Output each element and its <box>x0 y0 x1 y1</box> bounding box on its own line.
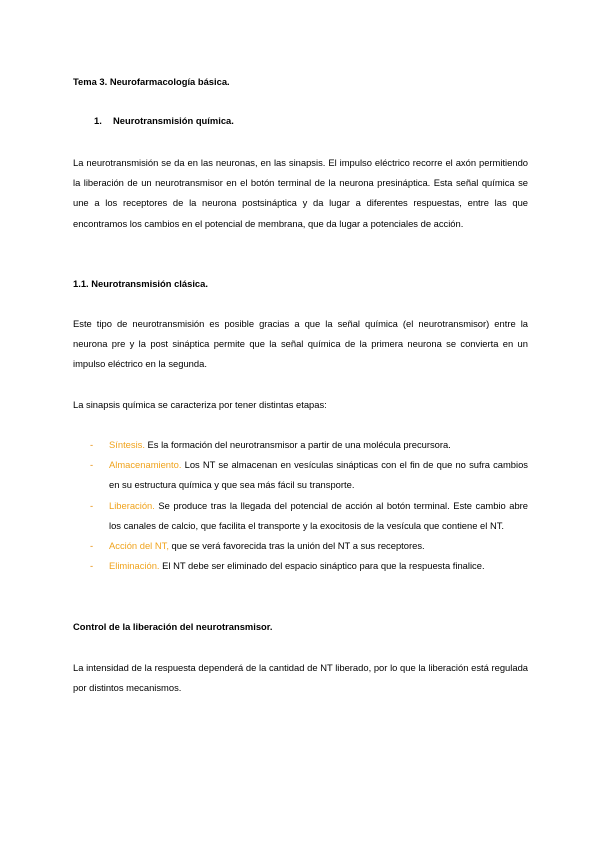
stage-text: Se produce tras la llegada del potencial de acción al botón terminal. Este cambio abre los canales de calcio, que facilita el transporte y la exocitosis de la vesícula que contiene el NT. <box>109 499 528 531</box>
list-item <box>90 536 528 556</box>
stage-text: Los NT se almacenan en vesículas sinápticas con el fin de que no sufra cambios en su estructura química y que sea más fácil su transporte. <box>109 459 528 491</box>
stage-text: Es la formación del neurotransmisor a partir de una molécula precursora. <box>144 439 451 450</box>
classic-paragraph: Este tipo de neurotransmisión es posible gracias a que la señal química (el neurotransmisor) entre la neurona pre y la post sináptica permite que la señal química de la primera neurona se convierta en un impulso eléctrico en la segunda. <box>73 318 528 370</box>
stage-term: Síntesis. <box>109 439 145 450</box>
control-heading: Control de la liberación del neurotransmisor. <box>73 621 273 632</box>
bullet-dash: - <box>90 560 94 572</box>
list-item <box>90 496 528 536</box>
list-item <box>90 556 528 576</box>
control-paragraph: La intensidad de la respuesta dependerá de la cantidad de NT liberado, por lo que la liberación está regulada por distintos mecanismos. <box>73 662 528 694</box>
subsection-heading: 1.1. Neurotransmisión clásica. <box>73 278 208 289</box>
bullet-dash: - <box>90 499 94 511</box>
stage-term: Eliminación. <box>109 560 160 572</box>
document-title: Tema 3. Neurofarmacología básica. <box>73 76 230 87</box>
bullet-dash: - <box>90 459 94 471</box>
stage-text: El NT debe ser eliminado del espacio sináptico para que la respuesta finalice. <box>159 560 485 572</box>
stage-term: Almacenamiento. <box>109 459 182 471</box>
stage-text: que se verá favorecida tras la unión del NT a sus receptores. <box>168 540 425 552</box>
bullet-dash: - <box>90 540 94 552</box>
stage-term: Liberación. <box>109 499 155 511</box>
section-number: 1. <box>94 115 102 126</box>
section-title: Neurotransmisión química. <box>113 115 234 126</box>
stage-term: Acción del NT, <box>109 540 169 552</box>
list-item <box>90 435 528 455</box>
stages-list <box>90 435 528 576</box>
list-item <box>90 455 528 495</box>
intro-paragraph: La neurotransmisión se da en las neuronas, en las sinapsis. El impulso eléctrico recorre el axón permitiendo la liberación de un neurotransmisor en el botón terminal de la neurona presináptica. Esta señal química se une a los receptores de la neurona postsináptica y da lugar a diferentes respuestas, entre las que encontramos los cambios en el potencial de membrana, que da lugar a potenciales de acción. <box>73 157 528 229</box>
bullet-dash: - <box>90 439 94 450</box>
stages-intro: La sinapsis química se caracteriza por tener distintas etapas: <box>73 399 327 410</box>
section-heading <box>94 115 234 126</box>
